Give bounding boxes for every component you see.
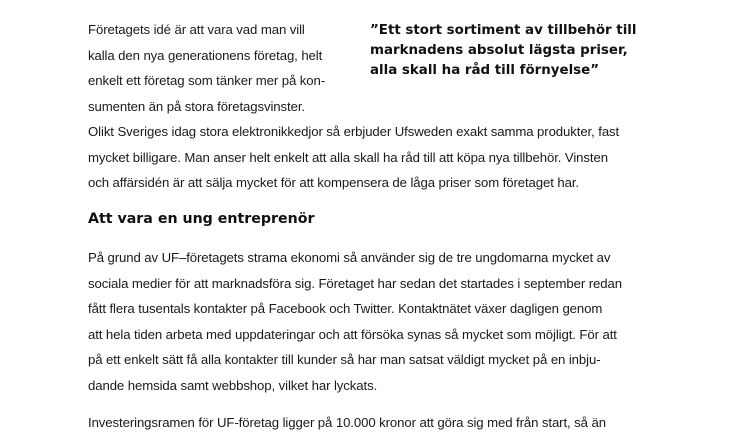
paragraph-line: och affärsidén är att sälja mycket för att kompensera de låga priser som företaget har. [88, 175, 579, 190]
paragraph-line: fått flera tusentals kontakter på Facebook och Twitter. Kontaktnätet växer dagligen genom [88, 301, 603, 316]
pull-quote-line: marknadens absolut lägsta priser, [370, 43, 628, 58]
section-heading: Att vara en ung entreprenör [88, 211, 315, 227]
paragraph-line: på ett enkelt sätt få alla kontakter till kunder så har man satsat väldigt mycket på en inbju- [88, 352, 601, 367]
paragraph-line: Olikt Sveriges idag stora elektronikkedjor så erbjuder Ufsweden exakt samma produkter, fast [88, 124, 620, 139]
pull-quote-line: ”Ett stort sortiment av tillbehör till [370, 23, 637, 38]
paragraph-line: mycket billigare. Man anser helt enkelt att alla skall ha råd till att köpa nya tillbehör. Vinsten [88, 149, 608, 165]
intro-line: kalla den nya generationens företag, helt [88, 47, 323, 63]
paragraph-line: dande hemsida samt webbshop, vilket har lyckats. [88, 377, 378, 393]
paragraph-line: Investeringsramen för UF-företag ligger på 10.000 kronor att göra sig med från start, så än [88, 415, 606, 430]
paragraph-line: På grund av UF–företagets strama ekonomi så använder sig de tre ungdomarna mycket av [88, 250, 611, 265]
paragraph-line: att hela tiden arbeta med uppdateringar och att försöka synas så mycket som möjligt. För att [88, 326, 617, 342]
intro-line: enkelt ett företag som tänker mer på kon- [88, 73, 326, 88]
intro-line: Företagets idé är att vara vad man vill [88, 22, 305, 37]
paragraph-line: sociala medier för att marknadsföra sig. Företaget har sedan det startades i september redan [88, 275, 622, 291]
pull-quote-line: alla skall ha råd till förnyelse” [370, 63, 600, 78]
intro-line: sumenten än på stora företagsvinster. [88, 98, 305, 114]
